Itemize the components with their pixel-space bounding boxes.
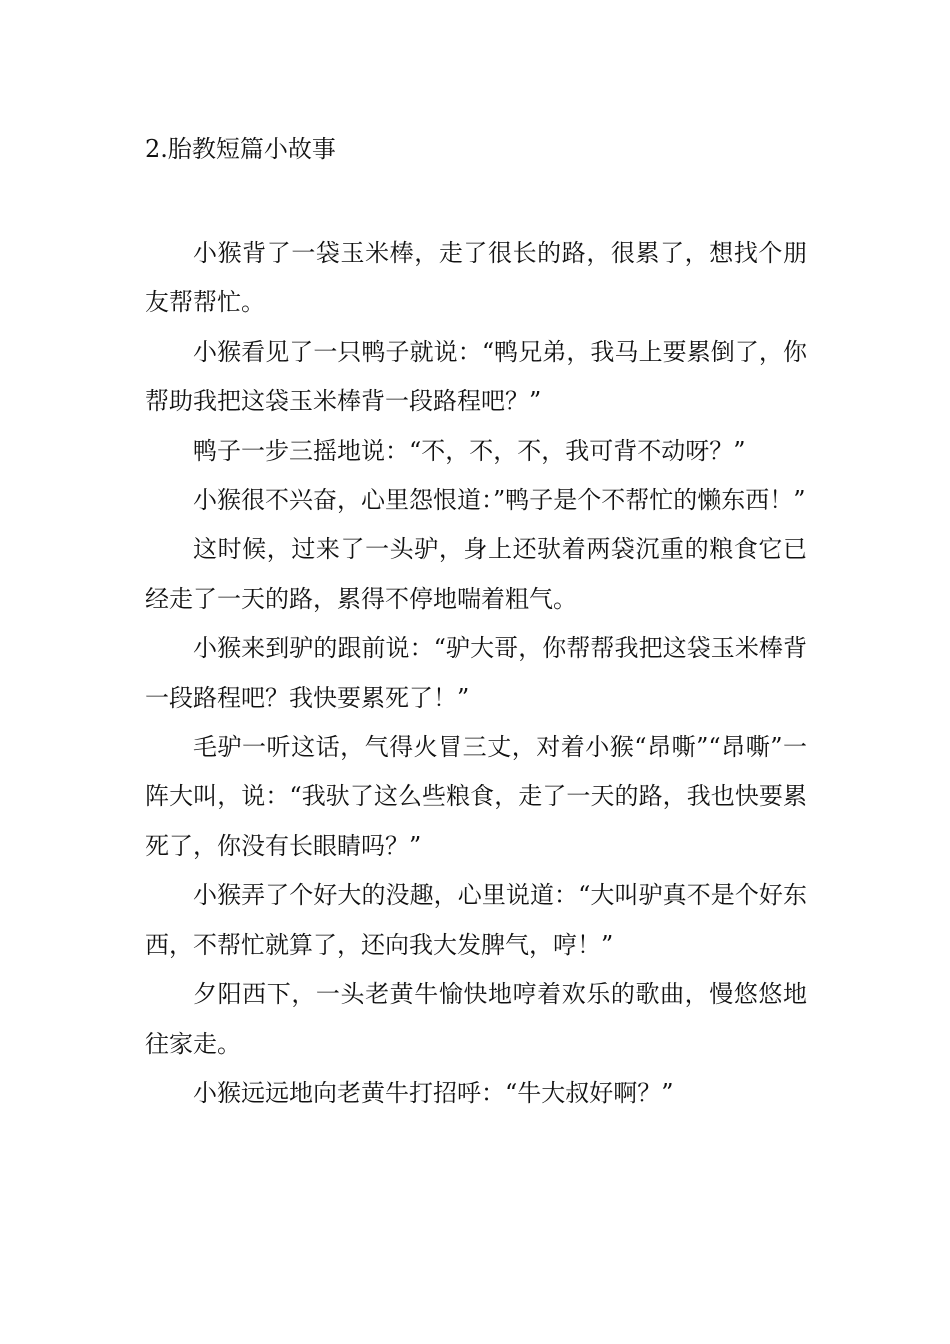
paragraph-10: 小猴远远地向老黄牛打招呼：“牛大叔好啊？” xyxy=(193,1078,674,1107)
paragraph-3: 鸭子一步三摇地说：“不，不，不，我可背不动呀？” xyxy=(193,436,746,465)
document-title: 2.胎教短篇小故事 xyxy=(145,135,336,163)
paragraph-8: 小猴弄了个好大的没趣，心里说道：“大叫驴真不是个好东西，不帮忙就算了，还向我大发脾气，哼！” xyxy=(145,881,807,959)
paragraph-7: 毛驴一听这话，气得火冒三丈，对着小猴“昂嘶”“昂嘶”一阵大叫，说：“我驮了这么些粮食，走了一天的路，我也快要累死了，你没有长眼睛吗？” xyxy=(145,733,807,860)
paragraph-5: 这时候，过来了一头驴，身上还驮着两袋沉重的粮食它已经走了一天的路，累得不停地喘着粗气。 xyxy=(145,535,807,613)
paragraph-1: 小猴背了一袋玉米棒，走了很长的路，很累了，想找个朋友帮帮忙。 xyxy=(145,239,807,317)
story-body xyxy=(145,229,807,1118)
paragraph-9: 夕阳西下，一头老黄牛愉快地哼着欢乐的歌曲，慢悠悠地往家走。 xyxy=(145,980,807,1058)
paragraph-2: 小猴看见了一只鸭子就说：“鸭兄弟，我马上要累倒了，你帮助我把这袋玉米棒背一段路程吧？” xyxy=(145,337,807,416)
paragraph-6: 小猴来到驴的跟前说：“驴大哥，你帮帮我把这袋玉米棒背一段路程吧？我快要累死了！” xyxy=(145,634,807,712)
paragraph-4: 小猴很不兴奋，心里怨恨道：”鸭子是个不帮忙的懒东西！” xyxy=(193,486,806,515)
